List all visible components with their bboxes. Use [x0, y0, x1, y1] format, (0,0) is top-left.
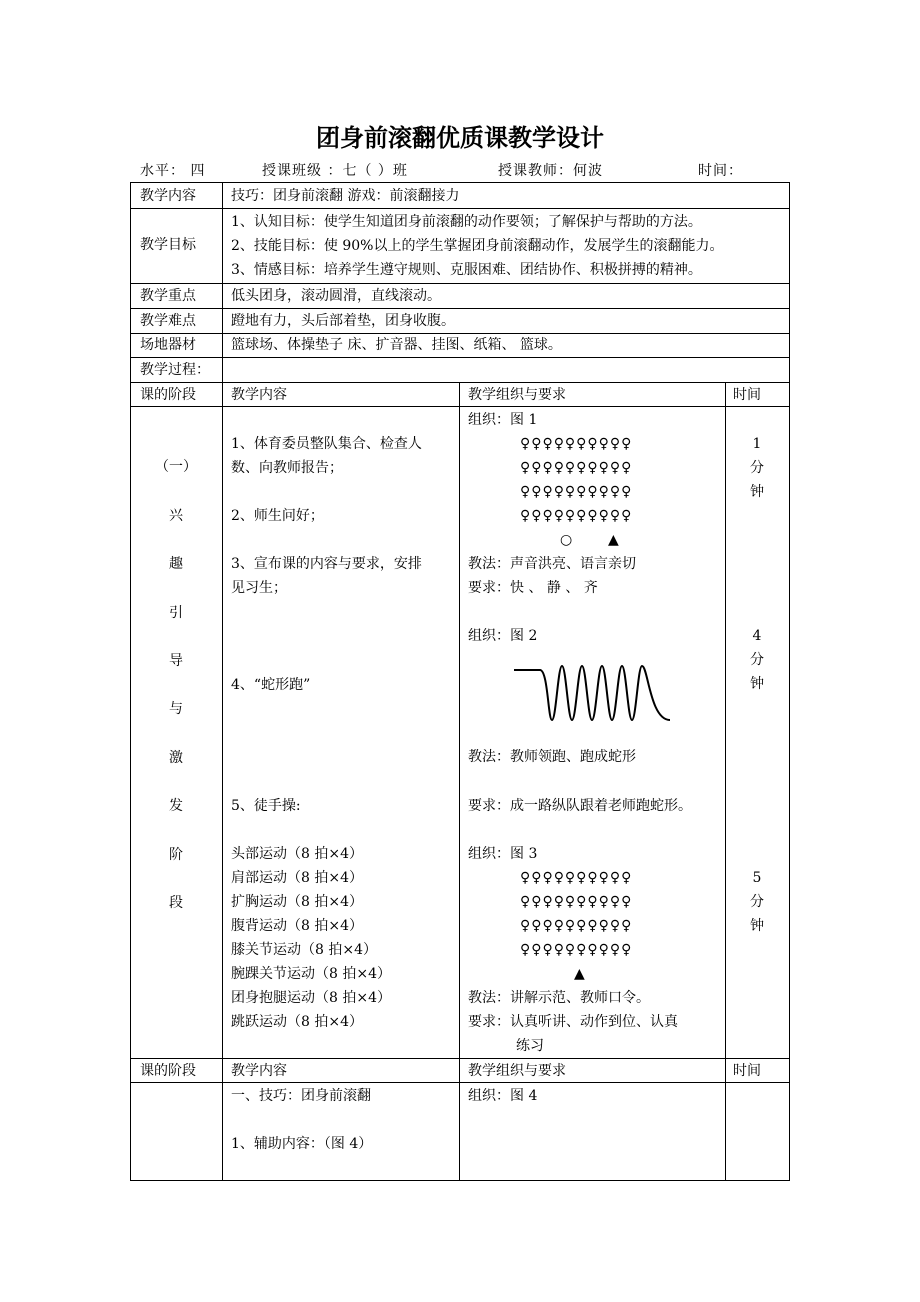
org-method3: 教法：讲解示范、教师口令。	[468, 990, 650, 1006]
time-number: 4	[752, 628, 762, 644]
org-req1: 要求：快 、 静 、 齐	[468, 580, 598, 596]
page-title: 团身前滚翻优质课教学设计	[316, 124, 604, 152]
meta-teacher: 授课教师：何波	[498, 163, 603, 179]
key-value: 低头团身，滚动圆滑，直线滚动。	[231, 288, 441, 304]
formation-row: ♀♀♀♀♀♀♀♀♀♀	[520, 436, 633, 452]
stage-char: 引	[169, 605, 183, 621]
header-stage: 课的阶段	[140, 1063, 196, 1079]
formation-row: ♀♀♀♀♀♀♀♀♀♀	[520, 918, 633, 934]
header-org: 教学组织与要求	[468, 387, 566, 403]
formation-row: ♀♀♀♀♀♀♀♀♀♀	[520, 460, 633, 476]
stage-char: 导	[169, 653, 183, 669]
equipment-label: 场地器材	[140, 337, 196, 353]
time-unit: 钟	[750, 918, 764, 934]
formation-row: ♀♀♀♀♀♀♀♀♀♀	[520, 508, 633, 524]
difficulty-value: 蹬地有力，头后部着垫，团身收腹。	[231, 313, 455, 329]
content-line: 3、宣布课的内容与要求，安排	[231, 556, 422, 572]
difficulty-label: 教学难点	[140, 313, 196, 329]
org-req3: 要求：认真听讲、动作到位、认真	[468, 1014, 678, 1030]
key-label: 教学重点	[140, 288, 196, 304]
equipment-value: 篮球场、体操垫子 床、扩音器、挂图、纸箱、 篮球。	[231, 337, 562, 353]
triangle-icon: ▲	[608, 532, 619, 548]
time-unit: 分	[750, 652, 764, 668]
org-method2: 教法：教师领跑、跑成蛇形	[468, 749, 636, 765]
content-line: 肩部运动（8 拍×4）	[231, 870, 363, 886]
header-content: 教学内容	[231, 1063, 287, 1079]
meta-time: 时间：	[698, 163, 743, 179]
org-method1: 教法：声音洪亮、语言亲切	[468, 556, 636, 572]
formation-row: ♀♀♀♀♀♀♀♀♀♀	[520, 484, 633, 500]
content-label: 教学内容	[140, 188, 196, 204]
content-line: 5、徒手操:	[231, 798, 301, 814]
stage-char: 趣	[169, 556, 183, 572]
stage2-content2: 1、辅助内容：（图 4）	[231, 1136, 373, 1152]
stage-char: 兴	[169, 508, 183, 524]
org-fig1: 组织：图 1	[468, 412, 538, 428]
org-fig3: 组织：图 3	[468, 846, 538, 862]
content-line: 头部运动（8 拍×4）	[231, 846, 363, 862]
goal-1: 1、认知目标：使学生知道团身前滚翻的动作要领；了解保护与帮助的方法。	[231, 214, 702, 230]
org-fig2: 组织：图 2	[468, 628, 538, 644]
header-time: 时间	[733, 387, 761, 403]
stage-char: 与	[169, 701, 183, 717]
header-stage: 课的阶段	[140, 387, 196, 403]
content-line: 腕踝关节运动（8 拍×4）	[231, 966, 391, 982]
header-org: 教学组织与要求	[468, 1063, 566, 1079]
snake-run-diagram	[514, 662, 670, 724]
time-unit: 钟	[750, 484, 764, 500]
stage-char: 段	[169, 895, 183, 911]
content-line: 见习生；	[231, 580, 287, 596]
content-value: 技巧：团身前滚翻 游戏：前滚翻接力	[231, 188, 460, 204]
formation-row: ♀♀♀♀♀♀♀♀♀♀	[520, 894, 633, 910]
circle-icon: ○	[560, 532, 573, 548]
process-label: 教学过程：	[140, 362, 210, 378]
meta-class: 授课班级 ：七（ ）班	[262, 163, 408, 179]
time-unit: 分	[750, 460, 764, 476]
content-line: 膝关节运动（8 拍×4）	[231, 942, 377, 958]
content-line: 扩胸运动（8 拍×4）	[231, 894, 363, 910]
content-line: 4、“蛇形跑”	[231, 677, 311, 693]
content-line: 数、向教师报告；	[231, 460, 343, 476]
goals-label: 教学目标	[140, 237, 196, 253]
meta-level: 水平： 四	[140, 163, 206, 179]
stage-char: 发	[169, 798, 183, 814]
content-line: 团身抱腿运动（8 拍×4）	[231, 990, 391, 1006]
time-number: 1	[752, 436, 762, 452]
formation-row: ♀♀♀♀♀♀♀♀♀♀	[520, 870, 633, 886]
triangle-icon: ▲	[574, 966, 585, 982]
goal-3: 3、情感目标：培养学生遵守规则、克服困难、团结协作、积极拼搏的精神。	[231, 262, 702, 278]
content-line: 腹背运动（8 拍×4）	[231, 918, 363, 934]
formation-row: ♀♀♀♀♀♀♀♀♀♀	[520, 942, 633, 958]
stage-char: （一）	[155, 459, 197, 475]
stage-char: 激	[169, 750, 183, 766]
time-unit: 分	[750, 894, 764, 910]
header-content: 教学内容	[231, 387, 287, 403]
org-req3-cont: 练习	[516, 1038, 544, 1054]
stage-char: 阶	[169, 847, 183, 863]
time-number: 5	[752, 870, 762, 886]
stage2-org1: 组织：图 4	[468, 1088, 538, 1104]
stage2-content1: 一、技巧：团身前滚翻	[231, 1088, 371, 1104]
time-unit: 钟	[750, 676, 764, 692]
org-req2: 要求：成一路纵队跟着老师跑蛇形。	[468, 798, 692, 814]
content-line: 2、师生问好；	[231, 508, 324, 524]
content-line: 跳跃运动（8 拍×4）	[231, 1014, 363, 1030]
goal-2: 2、技能目标：使 90%以上的学生掌握团身前滚翻动作，发展学生的滚翻能力。	[231, 238, 724, 254]
header-time: 时间	[733, 1063, 761, 1079]
content-line: 1、体育委员整队集合、检查人	[231, 436, 422, 452]
